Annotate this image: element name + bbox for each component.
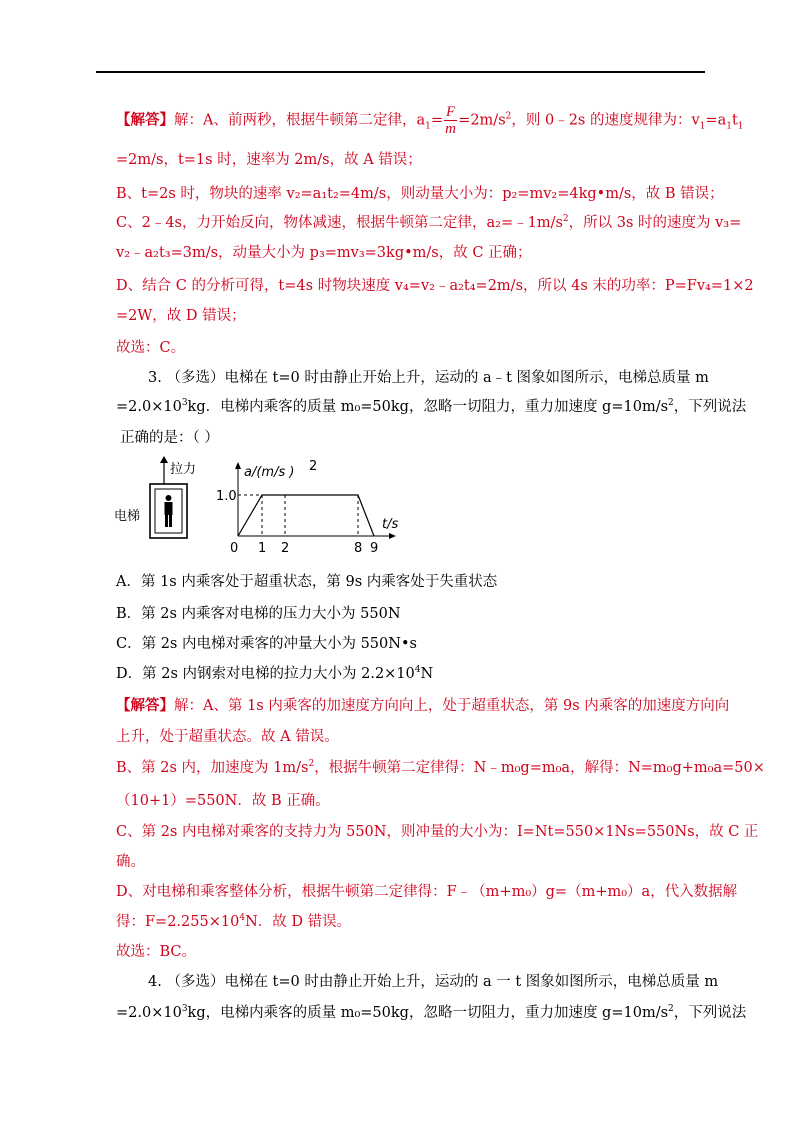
answer3-line-2: 上升，处于超重状态。故 A 错误。: [116, 729, 339, 745]
x-axis-arrow: [389, 533, 396, 539]
answer3-line-4: （10+1）=550N．故 B 正确。: [116, 793, 330, 809]
answer2-line-7: =2W，故 D 错误；: [116, 308, 246, 324]
q4-line-1: 4. （多选）电梯在 t=0 时由静止开始上升，运动的 a 一 t 图象如图所示，电梯总质量 m: [148, 974, 719, 990]
answer3-line-5: C、第 2s 内电梯对乘客的支持力为 550N，则冲量的大小为：I=Nt=550×1Ns=550Ns，故 C 正: [116, 824, 759, 840]
answer3-line-9: 故选：BC。: [116, 944, 197, 960]
y-tick-label: 1.0: [216, 489, 237, 504]
elevator-at-figure: [112, 456, 412, 556]
q3-line-2: $=2.0\times 10^3kg$．电梯内乘客的质量 m₀=50kg，忽略一切阻力，重力加速度 $g=10m/s^2$，下列说法: [116, 398, 747, 415]
fraction-f-over-m: $\frac{F}{m}$: [445, 104, 457, 137]
answer2-line-3: B、t=2s 时，物块的速率 v₂=a₁t₂=4m/s，则动量大小为：p₂=mv₂=4kg•m/s，故 B 错误；: [116, 186, 724, 202]
q3-option-a: A．第 1s 内乘客处于超重状态，第 9s 内乘客处于失重状态: [116, 574, 498, 590]
pull-label: 拉力: [170, 462, 197, 477]
pull-arrow-head: [160, 456, 168, 463]
answer3-line-3: B、第 2s 内，加速度为 $1m/s^2$，根据牛顿第二定律得：N﹣m₀g=m₀a，解得：N=m₀g+m₀a=50×: [116, 759, 765, 776]
answer3-line-7: D、对电梯和乘客整体分析，根据牛顿第二定律得：F﹣（m+m₀）g=（m+m₀）a，代入数据解: [116, 884, 738, 900]
header-rule: [96, 71, 705, 73]
answer-tag: 【解答】: [116, 111, 174, 129]
passenger-icon: [165, 495, 173, 527]
x-tick-label: 9: [370, 541, 379, 556]
answer3-line-6: 确。: [116, 854, 145, 870]
y-axis-arrow: [235, 462, 241, 469]
answer3-line-8: 得：$F=2.255\times 10^4N$．故 D 错误。: [116, 913, 352, 930]
x-tick-label: 2: [281, 541, 290, 556]
answer2-line-6: D、结合 C 的分析可得，t=4s 时物块速度 v₄=v₂﹣a₂t₄=2m/s，所以 4s 末的功率：P=Fv₄=1×2: [116, 278, 754, 294]
x-axis-label: t/s: [382, 517, 399, 532]
answer2-line-8: 故选：C。: [116, 340, 186, 356]
y-axis-label-sup: 2: [309, 459, 318, 474]
q3-line-3: 正确的是：（ ）: [120, 430, 219, 446]
answer2-line-5: v₂﹣a₂t₃=3m/s，动量大小为 p₃=mv₃=3kg•m/s，故 C 正确；: [116, 245, 532, 261]
answer-tag: 【解答】: [116, 697, 174, 714]
at-graph-line: [238, 495, 374, 536]
q3-option-b: B．第 2s 内乘客对电梯的压力大小为 550N: [116, 606, 401, 622]
elevator-label: 电梯: [114, 509, 141, 524]
y-axis-label: a/(m/s ): [244, 465, 295, 480]
q3-option-d: D．第 2s 内钢索对电梯的拉力大小为 $2.2\times 10^4N$: [116, 665, 434, 682]
answer3-line-1: 【解答】解：A、第 1s 内乘客的加速度方向向上，处于超重状态，第 9s 内乘客的加速度方向向: [116, 697, 730, 714]
answer2-line-1: 【解答】解：A、前两秒，根据牛顿第二定律，$a_1=$ $\frac{F}{m}$ $=2m/s^2$，则 0﹣2s 的速度规律为：$v_1=a_1t_1$: [116, 104, 744, 137]
q4-line-2: $=2.0\times 10^3kg$，电梯内乘客的质量 m₀=50kg，忽略一切阻力，重力加速度 $g=10m/s^2$，下列说法: [116, 1004, 747, 1021]
q3-line-1: 3. （多选）电梯在 t=0 时由静止开始上升，运动的 a﹣t 图象如图所示，电梯总质量 m: [148, 370, 709, 386]
answer2-line-4: C、2﹣4s，力开始反向，物体减速，根据牛顿第二定律，$a_2=﹣1m/s^2$，所以 3s 时的速度为 v₃=: [116, 214, 742, 231]
x-tick-label: 1: [258, 541, 267, 556]
x-tick-label: 0: [230, 541, 239, 556]
answer2-line-2: =2m/s，t=1s 时，速率为 2m/s，故 A 错误；: [116, 152, 422, 168]
x-tick-label: 8: [354, 541, 363, 556]
q3-option-c: C．第 2s 内电梯对乘客的冲量大小为 550N•s: [116, 636, 417, 652]
